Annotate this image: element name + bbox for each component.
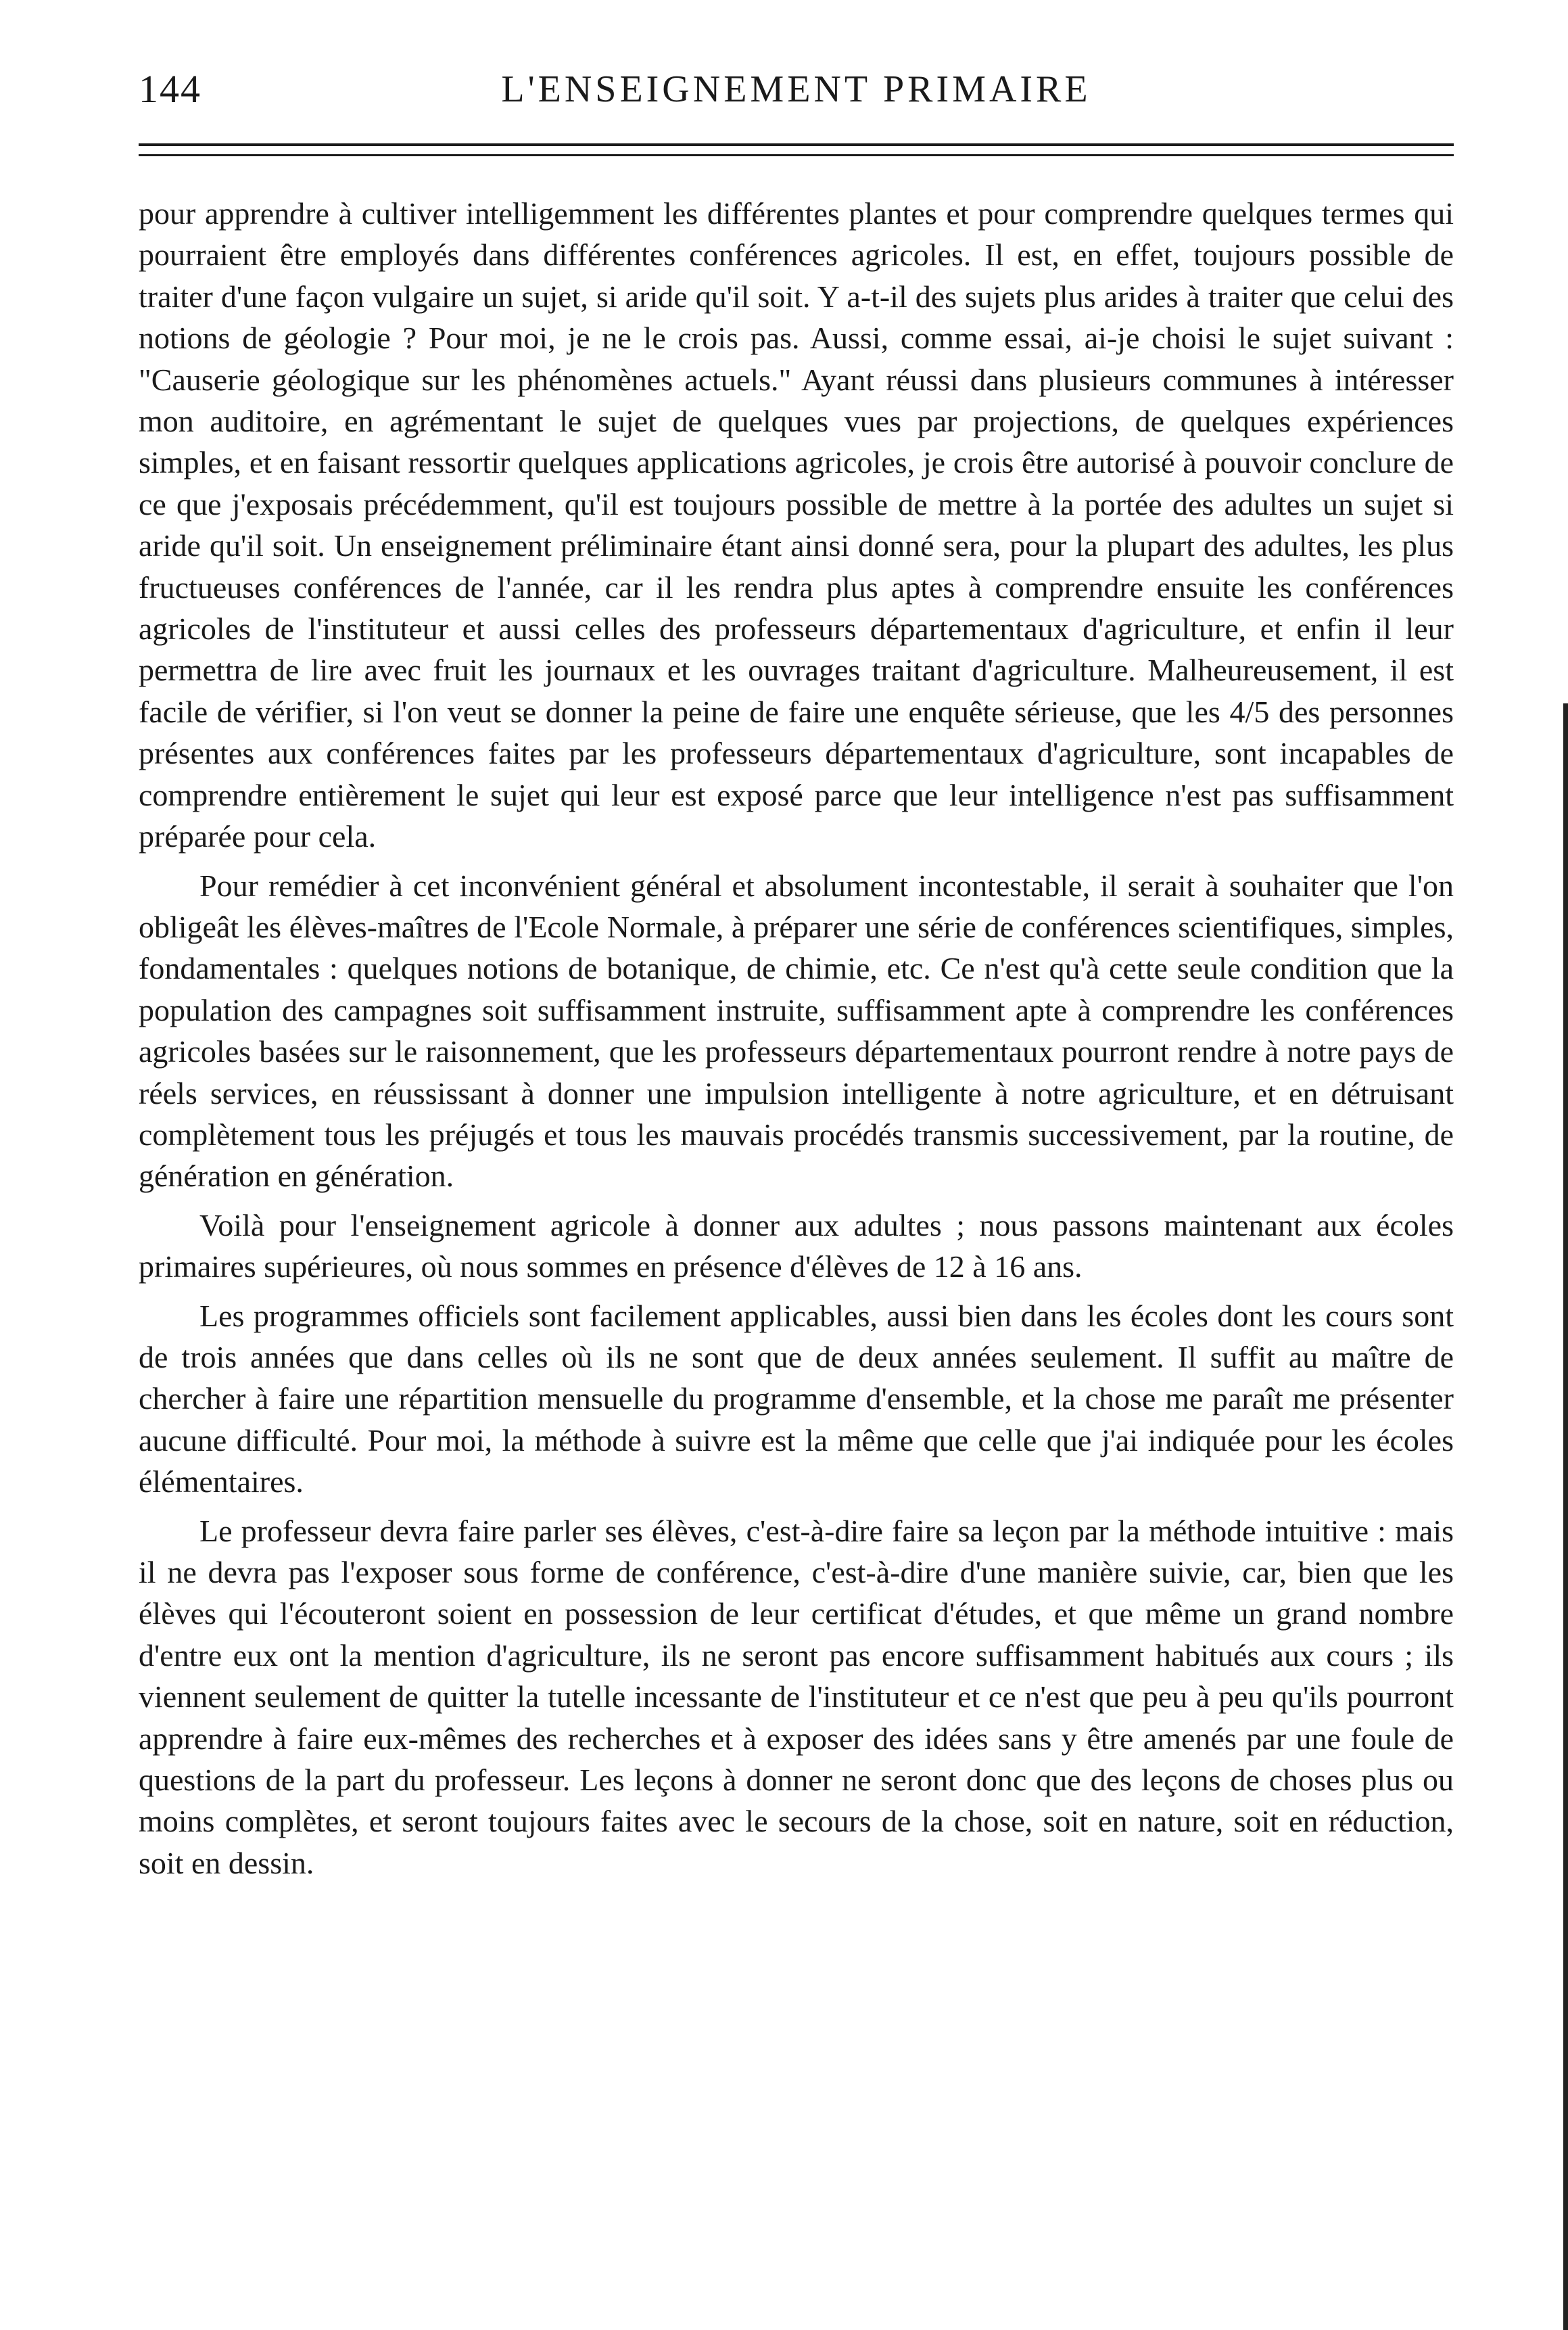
paragraph: Pour remédier à cet inconvénient général et absolument incontestable, il serait à souhaiter que l'on obligeât les élèves-maîtres de l'Ecole Normale, à préparer une série de conférences scientifiques, simples, fondamentales : quelques notions de botanique, de chimie, etc. Ce n'est qu'à cette seule condition que la population des campagnes soit suffisamment instruite, suffisamment apte à comprendre les conférences agricoles basées sur le raisonnement, que les professeurs départementaux pourront rendre à notre pays de réels services, en réussissant à donner une impulsion intelligente à notre agriculture, et en détruisant complètement tous les préjugés et tous les mauvais procédés transmis successivement, par la routine, de génération en génération. [139,868,1454,1194]
header-rule-thick [139,143,1454,146]
running-title: L'ENSEIGNEMENT PRIMAIRE [501,68,1091,110]
page-header [139,62,1454,116]
header-rule-thin [139,154,1454,156]
page-edge-shadow [1563,703,1568,2330]
paragraph: Voilà pour l'enseignement agricole à donner aux adultes ; nous passons maintenant aux écoles primaires supérieures, où nous sommes en présence d'élèves de 12 à 16 ans. [139,1207,1454,1284]
paragraph-continued: pour apprendre à cultiver intelligemment les différentes plantes et pour comprendre quelques termes qui pourraient être employés dans différentes conférences agricoles. Il est, en effet, toujours possible de traiter d'une façon vulgaire un sujet, si aride qu'il soit. Y a-t-il des sujets plus arides à traiter que celui des notions de géologie ? Pour moi, je ne le crois pas. Aussi, comme essai, ai-je choisi le sujet suivant : "Causerie géologique sur les phénomènes actuels." Ayant réussi dans plusieurs communes à intéresser mon auditoire, en agrémentant le sujet de quelques vues par projections, de quelques expériences simples, et en faisant ressortir quelques applications agricoles, je crois être autorisé à pouvoir conclure de ce que j'exposais précédemment, qu'il est toujours possible de mettre à la portée des adultes un sujet si aride qu'il soit. Un enseignement préliminaire étant ainsi donné sera, pour la plupart des adultes, les plus fructueuses conférences de l'année, car il les rendra plus aptes à comprendre ensuite les conférences agricoles de l'instituteur et aussi celles des professeurs départementaux d'agriculture, et enfin il leur permettra de lire avec fruit les journaux et les ouvrages traitant d'agriculture. Malheureusement, il est facile de vérifier, si l'on veut se donner la peine de faire une enquête sérieuse, que les 4/5 des personnes présentes aux conférences faites par les professeurs départementaux d'agriculture, sont incapables de comprendre entièrement le sujet qui leur est exposé parce que leur intelligence n'est pas suffisamment préparée pour cela. [139,196,1454,854]
page-number: 144 [139,67,201,111]
body-text [139,193,1454,1891]
paragraph: Le professeur devra faire parler ses élèves, c'est-à-dire faire sa leçon par la méthode intuitive : mais il ne devra pas l'exposer sous forme de conférence, c'est-à-dire d'une manière suivie, car, bien que les élèves qui l'écouteront soient en possession de leur certificat d'études, et que même un grand nombre d'entre eux ont la mention d'agriculture, ils ne seront pas encore suffisamment habitués aux cours ; ils viennent seulement de quitter la tutelle incessante de l'instituteur et ce n'est que peu à peu qu'ils pourront apprendre à faire eux-mêmes des recherches et à exposer des idées sans y être amenés par une foule de questions de la part du professeur. Les leçons à donner ne seront donc que des leçons de choses plus ou moins complètes, et seront toujours faites avec le secours de la chose, soit en nature, soit en réduction, soit en dessin. [139,1513,1454,1880]
paragraph: Les programmes officiels sont facilement applicables, aussi bien dans les écoles dont les cours sont de trois années que dans celles où ils ne sont que de deux années seulement. Il suffit au maître de chercher à faire une répartition mensuelle du programme d'ensemble, et la chose me paraît me présenter aucune difficulté. Pour moi, la méthode à suivre est la même que celle que j'ai indiquée pour les écoles élémentaires. [139,1298,1454,1499]
